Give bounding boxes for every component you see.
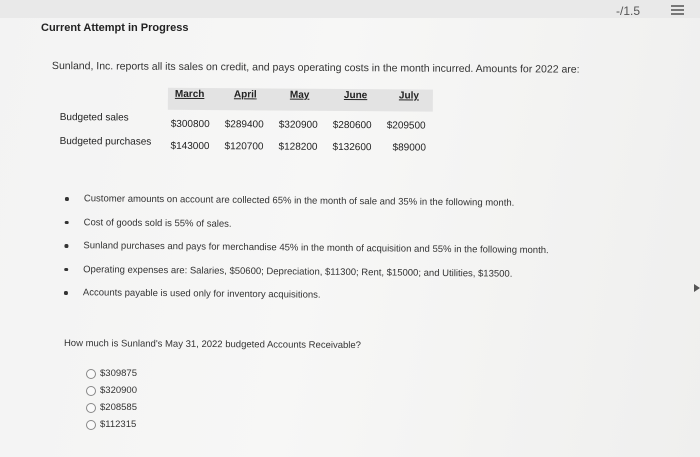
radio-button[interactable] (86, 403, 96, 413)
option-label: $320900 (100, 385, 137, 396)
month-header-june: June (343, 90, 368, 102)
assumptions-list (61, 193, 549, 316)
question-text: How much is Sunland's May 31, 2022 budgeted Accounts Receivable? (63, 338, 362, 352)
bullet-icon (64, 291, 68, 295)
budget-table (55, 83, 433, 158)
answer-option-2[interactable] (86, 385, 137, 402)
option-label: $208585 (100, 402, 137, 413)
answer-option-4[interactable] (86, 419, 137, 436)
answer-option-3[interactable] (86, 402, 137, 419)
radio-button[interactable] (86, 386, 96, 396)
sales-april: $289400 (224, 119, 264, 131)
month-header-april: April (233, 89, 257, 101)
purchases-may: $128200 (278, 141, 318, 153)
purchases-july: $89000 (392, 142, 426, 154)
list-item (61, 287, 548, 316)
attempt-heading: Current Attempt in Progress (41, 22, 189, 34)
sales-june: $280600 (332, 119, 372, 132)
bullet-icon (65, 221, 69, 225)
option-label: $112315 (100, 419, 137, 430)
mouse-pointer-icon (694, 284, 700, 292)
bullet-text: Cost of goods sold is 55% of sales. (83, 216, 232, 230)
month-header-march: March (174, 88, 205, 101)
problem-intro: Sunland, Inc. reports all its sales on credit, and pays operating costs in the month incurred. Amounts for 2022 are: (51, 60, 580, 76)
bullet-text: Operating expenses are: Salaries, $50600; Depreciation, $11300; Rent, $15000; and Utilities, $13500. (83, 263, 513, 280)
bullet-text: Accounts payable is used only for inventory acquisitions. (82, 287, 321, 301)
row-label-sales: Budgeted sales (59, 112, 129, 124)
bullet-icon (65, 197, 69, 201)
bullet-icon (64, 244, 68, 248)
row-label-purchases: Budgeted purchases (59, 136, 152, 148)
option-label: $309875 (100, 368, 137, 379)
sales-may: $320900 (278, 119, 318, 131)
radio-button[interactable] (86, 420, 96, 430)
score-label: -/1.5 (615, 4, 640, 18)
radio-button[interactable] (86, 369, 96, 379)
sales-march: $300800 (170, 118, 210, 131)
top-bar (0, 0, 700, 18)
month-header-may: May (289, 89, 310, 101)
purchases-april: $120700 (224, 141, 264, 153)
bullet-text: Sunland purchases and pays for merchandise 45% in the month of acquisition and 55% in the following month. (83, 240, 549, 257)
sales-july: $209500 (386, 120, 426, 132)
bullet-icon (64, 268, 68, 272)
purchases-march: $143000 (170, 140, 210, 153)
answer-option-1[interactable] (86, 368, 137, 385)
answer-options (86, 368, 137, 436)
list-icon[interactable] (671, 5, 684, 15)
bullet-text: Customer amounts on account are collected 65% in the month of sale and 35% in the following month. (83, 193, 515, 209)
purchases-june: $132600 (332, 141, 372, 154)
month-header-july: July (398, 90, 419, 102)
